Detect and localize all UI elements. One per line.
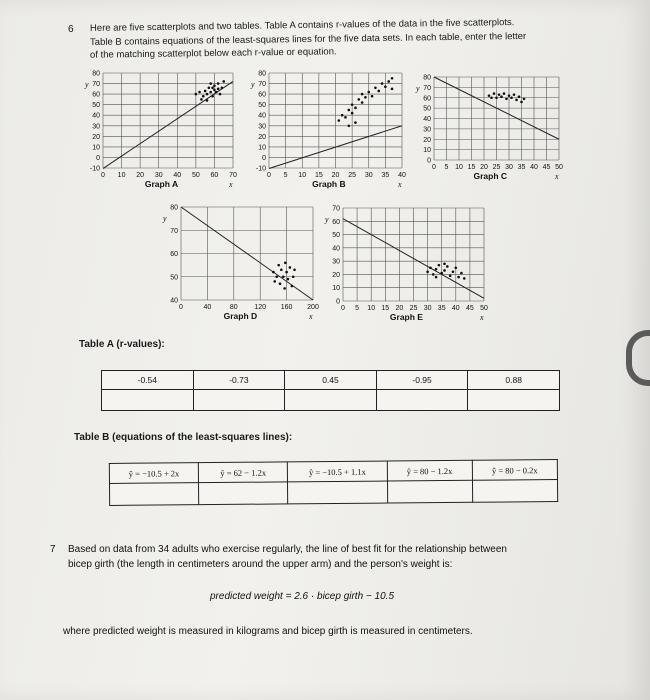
graph-b-point [364,96,367,99]
graph-b-point [367,91,370,94]
graph-a-y-tick-label: 70 [92,81,100,89]
table-a-value: 0.88 [468,371,560,390]
graph-d-y-tick-label: 60 [170,251,178,258]
graph-a-y-tick-label: 10 [92,144,100,152]
graph-a-point [195,93,198,96]
graph-c-point [503,92,506,95]
graph-a-point [208,86,211,89]
graph-d-x-axis-label: x [309,312,313,321]
graph-c-x-tick-label: 50 [555,164,563,171]
graph-a-y-tick-label: 0 [96,154,100,162]
table-a-answer-cell[interactable] [376,390,468,411]
problem-7-number: 7 [50,544,56,555]
graph-b-x-tick-label: 30 [364,172,373,179]
graph-c-x-tick-label: 20 [480,164,488,171]
graph-a-point [222,80,225,83]
graph-c-y-tick-label: 60 [423,95,431,103]
graph-b-point [348,109,351,112]
graph-b-point [351,103,354,106]
graph-a-y-tick-label: 80 [92,70,100,78]
graph-e-x-tick-label: 15 [381,305,390,312]
graph-d-point [287,278,290,281]
graph-d-x-tick-label: 0 [179,304,183,311]
graph-c-point [518,95,521,98]
graph-c-x-axis-label: x [555,172,559,181]
graph-e-y-axis-label: y [325,215,329,224]
graph-e-point [429,266,432,269]
graph-e-x-tick-label: 20 [395,305,404,312]
graph-d-point [282,275,285,278]
graph-d-x-tick-label: 120 [254,304,267,311]
graph-a-x-tick-label: 60 [210,172,219,179]
graph-e-point [463,277,466,280]
graph-b-x-tick-label: 40 [398,172,406,179]
graph-c-point [493,92,496,95]
graph-c-point [500,95,503,98]
graph-c-y-tick-label: 30 [423,126,431,134]
graph-e-y-tick-label: 40 [332,245,340,253]
graph-e-x-tick-label: 25 [409,305,418,312]
graph-b-x-tick-label: 25 [348,172,357,179]
graph-b-point [384,85,387,88]
problem-7-line-2: bicep girth (the length in centimeters around the upper arm) and the person's weight is: [68,559,453,570]
table-b-equation: ŷ = 80 − 0.2x [472,460,557,481]
graph-b-point [361,93,364,96]
graph-b-y-tick-label: 50 [258,102,266,110]
graph-a-point [219,93,222,96]
problem-6-line-3: of the matching scatterplot below each r-value or equation. [89,46,337,61]
graph-a-point [202,95,205,98]
graph-a-point [211,95,214,98]
graph-e-y-tick-label: 60 [332,218,340,226]
problem-7-line-1: Based on data from 34 adults who exercise regularly, the line of best fit for the relationship between [68,544,507,555]
graph-b-y-tick-label: 0 [262,154,266,162]
table-a-answer-cell[interactable] [468,390,560,411]
graph-a-point [209,82,212,85]
graph-b-point [391,77,394,80]
table-b-title: Table B (equations of the least-squares lines): [74,432,293,443]
graph-d-y-axis-label: y [163,214,167,223]
graph-b-point [374,86,377,89]
graph-a-y-tick-label: -10 [89,165,100,173]
graph-e-x-tick-label: 45 [466,305,474,312]
graph-c-point [505,97,508,100]
graph-e-point [440,272,443,275]
graph-c-x-tick-label: 40 [530,164,538,171]
table-a [101,370,560,411]
graph-b-point [391,88,394,91]
graph-e-point [443,263,446,266]
graph-d-x-tick-label: 80 [229,304,238,311]
graph-c-x-tick-label: 15 [467,164,476,171]
table-a-answer-cell[interactable] [285,390,377,411]
graph-a-point [221,86,224,89]
graph-e-point [449,274,452,277]
graph-e-x-tick-label: 30 [423,305,432,312]
graph-a-point [198,91,201,94]
table-b-equation: ŷ = 80 − 1.2x [387,460,472,481]
graph-d-y-tick-label: 70 [170,227,178,235]
graph-e-point [460,272,463,275]
graph-d-point [292,275,295,278]
graph-e-x-tick-label: 5 [355,305,360,312]
graph-b-point [371,95,374,98]
table-a-answer-cell[interactable] [193,390,285,411]
graph-e-title: Graph E [389,312,423,322]
graph-c-point [498,93,501,96]
table-b-equation: ŷ = −10.5 + 2x [109,463,198,484]
graph-d-point [272,271,275,274]
graph-b-x-tick-label: 35 [381,172,390,179]
graph-c-y-tick-label: 80 [423,74,431,82]
graph-b-x-tick-label: 0 [267,172,271,179]
graph-d-point [283,287,286,290]
graph-d-point [284,262,287,265]
graph-e-point [452,270,455,273]
graph-b-point [348,124,351,127]
graph-e-point [457,276,460,279]
graph-d-point [280,268,283,271]
graph-b-point [354,107,357,110]
graph-c-title: Graph C [473,171,508,181]
graph-c-x-tick-label: 30 [505,164,513,171]
graph-b-point [387,80,390,83]
graph-b-point [357,98,360,101]
graph-b-point [341,114,344,117]
graph-a-point [204,90,207,93]
graph-a-point [211,86,214,89]
graph-c-y-tick-label: 50 [423,105,431,113]
graph-e-point [426,270,429,273]
graph-e-x-tick-label: 0 [341,305,345,312]
graph-b-y-tick-label: 70 [258,81,266,89]
graph-a-x-tick-label: 0 [101,172,105,179]
graph-c-y-axis-label: y [416,84,420,93]
graph-c-point [495,96,498,99]
problem-6-number: 6 [68,24,74,35]
graph-a-point [206,99,209,102]
graph-a-x-tick-label: 30 [154,172,163,179]
graph-a-point [200,98,203,101]
graph-e-y-tick-label: 10 [332,285,340,293]
graph-b-y-tick-label: 40 [258,112,266,120]
graph-a-y-axis-label: y [85,80,89,89]
graph-b-x-axis-label: x [398,180,402,189]
graph-a-point [213,89,216,92]
graph-d-point [275,275,278,278]
graph-e-x-tick-label: 50 [480,305,488,312]
graph-b-x-tick-label: 10 [298,172,307,179]
graph-d-x-tick-label: 160 [280,304,293,311]
graph-d-point [279,282,282,285]
graph-b-title: Graph B [312,179,346,189]
problem-6-line-1: Here are five scatterplots and two tables. Table A contains r-values of the data in the five scatterplots. [89,17,515,34]
problem-7-closing: where predicted weight is measured in kilograms and bicep girth is measured in centimeters. [63,626,473,637]
table-b-answer-cell[interactable] [109,483,198,506]
graph-d-point [293,268,296,271]
graph-e-x-axis-label: x [480,313,484,322]
graph-a-y-tick-label: 20 [92,133,100,141]
graph-a-point [213,84,216,87]
graph-e-y-tick-label: 30 [332,258,340,266]
table-a-value: -0.54 [102,371,194,390]
graph-d-point [285,271,288,274]
graph-e-y-tick-label: 20 [332,271,340,279]
graph-e-point [446,265,449,268]
graph-e-y-tick-label: 0 [336,298,340,306]
graph-c-y-tick-label: 70 [423,84,431,92]
graph-b-point [361,101,364,104]
graph-c-y-tick-label: 40 [423,116,431,123]
graph-b-x-tick-label: 20 [331,172,340,179]
graph-b-y-tick-label: 60 [258,91,266,99]
graph-a-x-tick-label: 10 [117,172,126,179]
table-b-answer-cell[interactable] [199,482,288,505]
graph-e-point [443,269,446,272]
problem-7-equation: predicted weight = 2.6 · bicep girth − 10.5 [210,591,395,602]
graph-a-point [217,88,220,91]
graph-d-y-tick-label: 50 [170,274,178,282]
graph-e-point [432,273,435,276]
graph-c-point [490,96,493,99]
graph-a-x-tick-label: 40 [173,172,182,179]
graph-d-x-tick-label: 40 [203,304,212,311]
table-b-answer-cell[interactable] [288,481,387,504]
graph-a-y-tick-label: 40 [92,112,100,120]
graph-d-x-tick-label: 200 [307,304,319,311]
graph-e-point [435,276,438,279]
graph-b-point [344,116,347,119]
graph-a-point [209,91,212,94]
graph-e-x-tick-label: 10 [367,305,376,312]
graph-a-x-tick-label: 50 [191,172,200,179]
graph-c-point [513,93,516,96]
graph-b-y-tick-label: -10 [255,165,266,173]
graph-c-point [520,101,523,104]
table-b-equation: ŷ = 62 − 1.2x [199,462,288,483]
graph-a-point [217,82,220,85]
table-b-equation: ŷ = −10.5 + 1.1x [288,461,387,482]
graph-b-y-axis-label: y [251,80,255,89]
table-b-answer-cell[interactable] [472,480,557,503]
graph-c-point [508,94,511,97]
graph-e-x-tick-label: 40 [451,305,460,312]
graph-a-x-tick-label: 20 [136,172,145,179]
graph-a-fit-line [103,81,233,168]
graph-b-point [377,90,380,93]
table-a-title: Table A (r-values): [79,339,165,350]
table-a-value: -0.95 [376,371,468,390]
graph-c-x-tick-label: 5 [444,164,449,171]
graph-b-point [354,121,357,124]
graph-c-y-tick-label: 10 [423,147,431,155]
graph-a-y-tick-label: 30 [92,123,100,131]
graph-b-y-tick-label: 80 [258,70,266,78]
table-b-answer-cell[interactable] [387,480,472,503]
graph-c-point [510,96,513,99]
graph-c-x-tick-label: 0 [432,164,436,171]
graph-c-point [523,97,526,100]
graph-c-x-tick-label: 10 [455,164,463,171]
graph-d-point [291,285,294,288]
graph-b-x-tick-label: 5 [283,172,288,179]
graph-c-y-tick-label: 0 [427,157,431,165]
graph-a-y-tick-label: 60 [92,91,100,99]
graph-b-point [351,112,354,115]
graph-c-x-tick-label: 45 [542,164,551,171]
table-b [109,459,558,506]
table-a-value: -0.73 [193,371,285,390]
graph-d-title: Graph D [223,311,258,321]
graph-e-y-tick-label: 50 [332,232,340,240]
graph-e-point [435,268,438,271]
graph-a-x-tick-label: 70 [229,172,237,179]
graph-a-point [206,93,209,96]
graph-d-point [277,264,280,267]
graph-c-point [515,99,518,102]
graph-b-x-tick-label: 15 [314,172,323,179]
graph-b-y-tick-label: 30 [258,123,266,131]
table-a-answer-cell[interactable] [102,390,194,411]
graph-c-x-tick-label: 25 [492,164,501,171]
graph-d-point [289,266,292,269]
graph-b-point [381,82,384,85]
graph-d-y-tick-label: 80 [170,204,178,212]
graph-e-point [438,264,441,267]
graph-b-y-tick-label: 10 [258,144,266,152]
graph-a-y-tick-label: 50 [92,102,100,110]
graph-e-y-tick-label: 70 [332,205,340,213]
graph-b-point [338,119,341,122]
graph-d-point [273,280,276,283]
problem-6-line-2: Table B contains equations of the least-squares lines for the five data sets. In each table, enter the letter [89,30,527,49]
graph-a-point [215,91,218,94]
graph-c-y-tick-label: 20 [423,136,431,144]
graph-d-y-tick-label: 40 [170,297,178,305]
graph-a-x-axis-label: x [229,180,233,189]
graph-c-x-tick-label: 35 [517,164,526,171]
graph-e-x-tick-label: 35 [437,305,446,312]
graph-c-point [488,94,491,97]
table-a-value: 0.45 [285,371,377,390]
graph-a-title: Graph A [144,179,179,189]
graph-b-y-tick-label: 20 [258,133,266,141]
graph-e-point [455,266,458,269]
